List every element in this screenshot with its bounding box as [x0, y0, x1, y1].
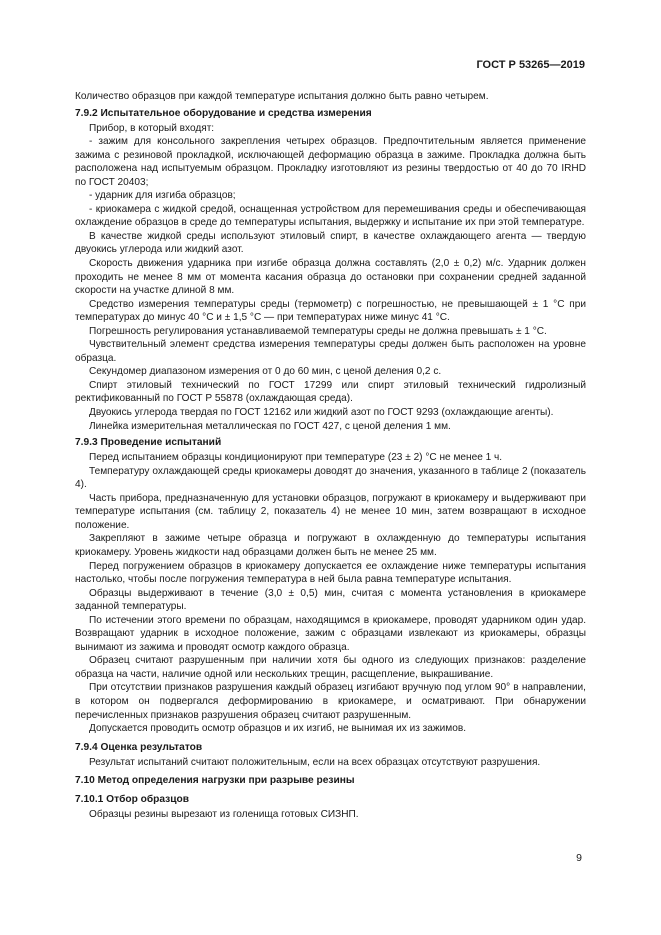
paragraph: Часть прибора, предназначенную для установки образцов, погружают в криокамеру и выдерживают при температуре испытания (см. таблицу 2, показатель 4) не менее 10 мин, затем возвращают в исходное положение. — [75, 492, 586, 531]
paragraph: Средство измерения температуры среды (термометр) с погрешностью, не превышающей ± 1 °С при температурах до минус 40 °С и ± 1,5 °С — при температурах ниже минус 41 °С. — [75, 298, 586, 324]
paragraph: Секундомер диапазоном измерения от 0 до 60 мин, с ценой деления 0,2 с. — [89, 366, 442, 378]
paragraph: Перед испытанием образцы кондиционируют при температуре (23 ± 2) °С не менее 1 ч. — [89, 452, 503, 464]
document-body — [75, 90, 586, 822]
paragraph: Чувствительный элемент средства измерения температуры среды должен быть расположен на уровне образца. — [75, 339, 586, 364]
page-number: 9 — [576, 852, 582, 864]
paragraph: Погрешность регулирования устанавливаемой температуры среды не должна превышать ± 1 °С. — [89, 325, 547, 337]
paragraph: Закрепляют в зажиме четыре образца и погружают в охлажденную до температуры испытания криокамеру. Уровень жидкости над образцами должен быть не менее 25 мм. — [75, 533, 586, 558]
paragraph: Скорость движения ударника при изгибе образца должна составлять (2,0 ± 0,2) м/с. Ударник должен проходить не менее 8 мм от момента касания образца до остановки при сохранении средней заданной скорости на участке длиной 8 мм. — [75, 258, 586, 297]
paragraph: Результат испытаний считают положительным, если на всех образцах отсутствуют разрушения. — [89, 756, 541, 768]
section-heading: 7.10 Метод определения нагрузки при разрыве резины — [75, 775, 355, 787]
document-code: ГОСТ Р 53265—2019 — [476, 59, 585, 71]
section-heading: 7.10.1 Отбор образцов — [75, 794, 189, 806]
paragraph: Спирт этиловый технический по ГОСТ 17299 или спирт этиловый технический гидролизный ректификованный по ГОСТ Р 55878 (охлаждающая среда). — [75, 379, 586, 405]
paragraph: - ударник для изгиба образцов; — [89, 190, 236, 202]
paragraph: Температуру охлаждающей среды криокамеры доводят до значения, указанного в таблице 2 (показатель 4). — [75, 465, 586, 491]
paragraph: Количество образцов при каждой температуре испытания должно быть равно четырем. — [75, 91, 489, 102]
section-heading: 7.9.2 Испытательное оборудование и средства измерения — [75, 107, 372, 119]
section-heading: 7.9.4 Оценка результатов — [75, 741, 203, 753]
paragraph: Образцы резины вырезают из голенища готовых СИЗНП. — [89, 809, 359, 821]
paragraph: Линейка измерительная металлическая по ГОСТ 427, с ценой деления 1 мм. — [89, 420, 451, 432]
paragraph: Прибор, в который входят: — [89, 122, 215, 134]
paragraph: - криокамера с жидкой средой, оснащенная устройством для перемешивания среды и обеспечивающая охлаждение образцов в среде до температуры испытания, выдержку и испытание их при этой температуре. — [75, 203, 586, 229]
paragraph: Образцы выдерживают в течение (3,0 ± 0,5) мин, считая с момента установления в криокамере заданной температуры. — [75, 587, 586, 613]
paragraph: Двуокись углерода твердая по ГОСТ 12162 или жидкий азот по ГОСТ 9293 (охлаждающие агенты). — [89, 407, 554, 419]
paragraph: В качестве жидкой среды используют этиловый спирт, в качестве охлаждающего агента — твердую двуокись углерода или жидкий азот. — [75, 230, 586, 256]
paragraph: Перед погружением образцов в криокамеру допускается ее охлаждение ниже температуры испытания настолько, чтобы после погружения температура в ней была равна температуре испытания. — [75, 560, 586, 586]
paragraph: По истечении этого времени по образцам, находящимся в криокамере, проводят ударником один удар. Возвращают ударник в исходное положение, зажим с образцами извлекают из криокамеры, образцы вынимают из зажима и проводят осмотр каждого образца. — [75, 614, 586, 653]
paragraph: Допускается проводить осмотр образцов и их изгиб, не вынимая их из зажимов. — [89, 723, 466, 735]
section-heading: 7.9.3 Проведение испытаний — [75, 437, 222, 449]
paragraph: - зажим для консольного закрепления четырех образцов. Предпочтительным является применение зажима с резиновой прокладкой, исключающей деформацию образца в зажиме. Прокладка должна быть расположена над испытуемым образцом. Прокладку изготовляют из резины твердостью от 40 до 70 IRHD по ГОСТ 20403; — [75, 136, 586, 188]
paragraph: Образец считают разрушенным при наличии хотя бы одного из следующих признаков: разделение образца на части, наличие одной или нескольких трещин, расщепление, выкрашивание. — [75, 655, 586, 680]
paragraph: При отсутствии признаков разрушения каждый образец изгибают вручную под углом 90° в направлении, в котором он подвергался деформированию в криокамере, и осматривают. При обнаружении перечисленных признаков разрушения образец считают разрушенным. — [75, 682, 586, 721]
